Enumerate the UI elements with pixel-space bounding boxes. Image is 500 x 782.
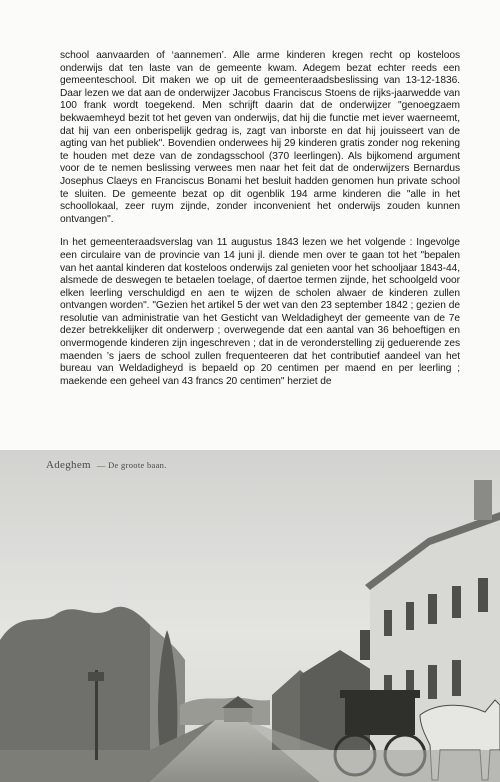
photo-caption	[46, 459, 167, 471]
paragraph-council-report-1843: In het gemeenteraadsverslag van 11 augustus 1843 lezen we het volgende : Ingevolge een circulaire van de provincie van 14 juni jl. diende men over te gaan tot het "bepalen van het aantal kinderen dat kosteloos onderwijs zal genieten voor het schooljaar 1843-44, alsmede de deswegen te betaelen toelage, of daertoe termen zijnde, het schoolgeld voor elken leerling verschuldigd en aen te wijzen de scholen alwaer de kinderen zullen ontvangen worden". "Gezien het artikel 5 der wet van den 23 september 1842 ; gezien de resolutie van administratie van het Gesticht van Weldadigheyt der gemeente van de 7e dezer betrekkelijker dit onderwerp ; overwegende dat een aantal van 36 behoeftigen en onvermogende kinderen zijn ingeschreven ; dat in de veronderstelling zij geduerende zes maenden ’s jaers de school zullen frequenteeren dat het contributief aandeel van het bureau van Weldadigheyd is bepaeld op 20 centimen per maend en per leerling ; maekende een geheel van 43 francs 20 centimen" herziet de	[60, 237, 460, 387]
photo-illustration	[0, 450, 500, 782]
historic-photo-village-street	[0, 450, 500, 782]
caption-place: Adeghem	[46, 459, 91, 471]
paragraph-school-history: school aanvaarden of ‘aannemen’. Alle arme kinderen kregen recht op kosteloos onderwijs dat ten laste van de gemeente kwam. Adegem bezat echter reeds een gemeenteschool. Dit maken we op uit de gemeenteraadsbeslissing van 13-12-1836. Daar lezen we dat aan de onderwijzer Jacobus Franciscus Stoens de rijks-jaarwedde van 100 frank wordt toegekend. Men schrijft daarin dat de onderwijzer "genoegzaem bekwaemheyd bezit tot het geven van onderwijs, dat hij die functie met iever waerneemt, dat hij van een onberispelijk gedrag is, zagt van inborste en dat hij jouisseert van de agting van het publiek". Bovendien onderwees hij 29 kinderen gratis zonder nog rekening te houden met deze van de zondagsschool (370 leerlingen). Als bijkomend argument voor de te nemen beslissing verwees men naar het feit dat de onderwijzers Bernardus Josephus Claeys en Franciscus Bonami het besluit hadden genomen hun private school te sluiten. De gemeente bezat op dit ogenblik 194 arme kinderen die "alle in het schoollokaal, zeer ruym zijnde, zonder inconvenient het onderwijs zouden kunnen ontvangen".	[60, 50, 460, 225]
caption-title: — De groote baan.	[96, 460, 167, 470]
body-text	[60, 50, 460, 388]
